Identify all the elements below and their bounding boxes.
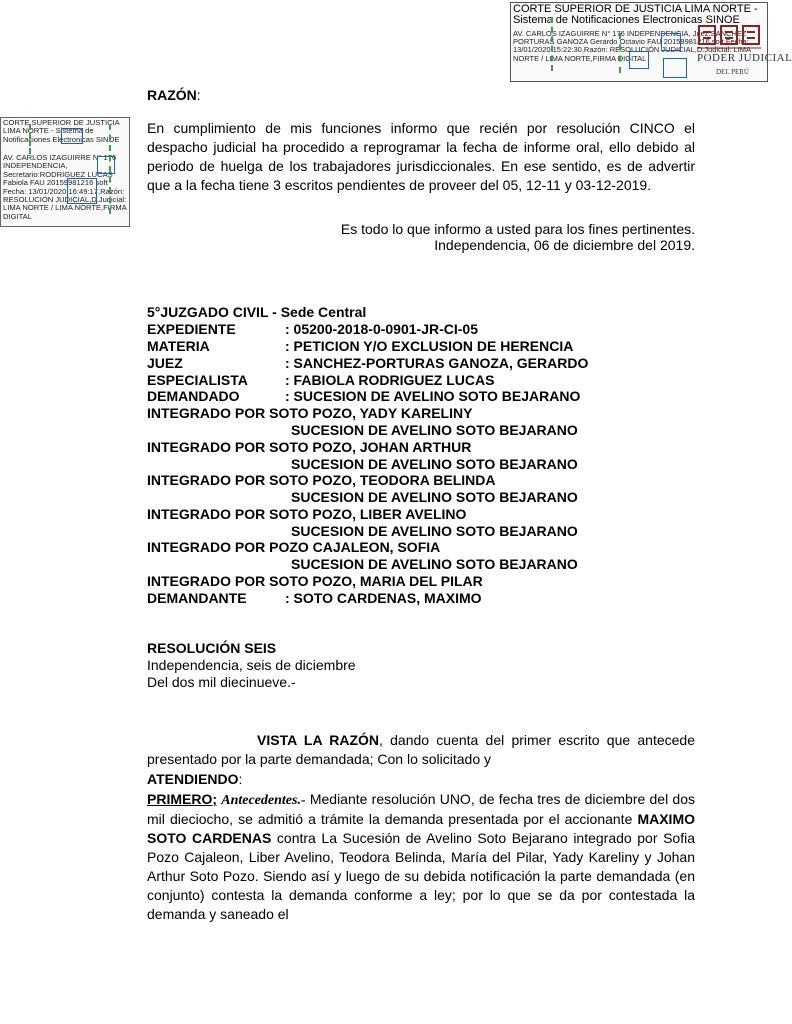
signature-mark-icon: [67, 178, 97, 204]
signature-mark-icon: [61, 128, 83, 144]
case-label: MATERIA: [147, 338, 210, 354]
case-label: JUEZ: [147, 355, 183, 371]
sucesion-line: SUCESION DE AVELINO SOTO BEJARANO: [291, 489, 578, 505]
case-label: DEMANDANTE: [147, 590, 247, 606]
signature-mark-icon: [663, 58, 687, 78]
stamp-left-details: AV. CARLOS IZAGUIRRE N° 176 INDEPENDENCIA, Secretario:RODRIGUEZ LUCAS Fabiola FAU 20159981216 soft Fecha: 13/01/2020 16:49:17,Razón: RESOLUCIÓN JUDICIAL,D.Judicial: LIMA NORTE / LIMA NORTE,FIRMA DIGITAL: [3, 153, 127, 221]
case-value: : PETICION Y/O EXCLUSION DE HERENCIA: [285, 338, 574, 354]
stamp-system-line: Sistema de Notificaciones Electronicas SINOE: [513, 14, 740, 26]
resolution-place-date: Independencia, seis de diciembre: [147, 657, 356, 673]
primero-text-b: contra La Sucesión de Avelino Soto Bejarano integrado por Sofia Pozo Cajaleon, Liber Avelino, Teodora Belinda, María del Pilar, Yady Kareliny y Johan Arthur Soto Pozo. Siendo así y luego de su debida notificación la parte demandada (en conjunto) contesta la demanda conforme a ley; por lo que se da por contestada la demanda y saneado el: [147, 830, 695, 922]
case-row-juez: [147, 355, 589, 372]
sucesion-line: SUCESION DE AVELINO SOTO BEJARANO: [291, 556, 578, 572]
case-row-especialista: [147, 372, 495, 389]
razon-heading: [147, 86, 695, 105]
integrado-line: INTEGRADO POR SOTO POZO, TEODORA BELINDA: [147, 472, 496, 488]
razon-closing-line: Es todo lo que informo a usted para los fines pertinentes.: [340, 221, 695, 237]
atendiendo-heading: [147, 770, 695, 789]
resolution-year: Del dos mil diecinueve.-: [147, 674, 296, 690]
integrado-line: INTEGRADO POR SOTO POZO, MARIA DEL PILAR: [147, 573, 483, 589]
case-value: : SUCESION DE AVELINO SOTO BEJARANO: [285, 388, 581, 404]
case-value: : SANCHEZ-PORTURAS GANOZA, GERARDO: [285, 355, 589, 371]
vista-la-razon: VISTA LA RAZÓN: [257, 732, 380, 748]
signature-stroke: [109, 124, 111, 214]
case-label: ESPECIALISTA: [147, 372, 248, 388]
integrado-line: INTEGRADO POR POZO CAJALEON, SOFIA: [147, 539, 441, 555]
sucesion-line: SUCESION DE AVELINO SOTO BEJARANO: [291, 456, 578, 472]
signature-mark-icon: [661, 33, 681, 51]
sucesion-line: SUCESION DE AVELINO SOTO BEJARANO: [291, 523, 578, 539]
stamp-left-header: CORTE SUPERIOR DE JUSTICIA LIMA NORTE - Sistema de Notificaciones Electronicas SINOE: [3, 118, 120, 144]
signature-stroke: [551, 17, 553, 71]
integrado-line: INTEGRADO POR SOTO POZO, YADY KARELINY: [147, 405, 473, 421]
signature-mark-icon: [97, 156, 115, 174]
primero-paragraph: [147, 790, 695, 924]
vista-text: , dando cuenta del primer escrito que antecede presentado por la parte demandada; Con lo solicitado y: [147, 732, 695, 767]
case-label: EXPEDIENTE: [147, 321, 236, 337]
integrado-line: INTEGRADO POR SOTO POZO, LIBER AVELINO: [147, 506, 467, 522]
atendiendo-label: ATENDIENDO: [147, 771, 239, 787]
case-value: : FABIOLA RODRIGUEZ LUCAS: [285, 372, 495, 388]
case-row-demandado: [147, 388, 581, 405]
razon-heading-text: RAZÓN: [147, 87, 197, 103]
signature-stroke: [29, 124, 31, 154]
court-name: 5°JUZGADO CIVIL - Sede Central: [147, 304, 367, 320]
plaintiff-name: MAXIMO SOTO CARDENAS: [147, 811, 695, 846]
razon-date-line: Independencia, 06 de diciembre del 2019.: [434, 237, 695, 253]
stamp-court-line: CORTE SUPERIOR DE JUSTICIA LIMA NORTE -: [513, 3, 758, 15]
case-row-materia: [147, 338, 574, 355]
signature-mark-icon: [629, 51, 649, 69]
razon-paragraph: En cumplimiento de mis funciones informo que recién por resolución CINCO el despacho judicial ha procedido a reprogramar la fecha de informe oral, ello debido al periodo de huelga de los trabajadores jurisdiccionales. En ese sentido, es de advertir que a la fecha tiene 3 escritos pendientes de proveer del 05, 12-11 y 03-12-2019.: [147, 120, 695, 193]
case-label: DEMANDADO: [147, 388, 240, 404]
case-value: : SOTO CARDENAS, MAXIMO: [285, 590, 482, 606]
sucesion-line: SUCESION DE AVELINO SOTO BEJARANO: [291, 422, 578, 438]
primero-text-a: Mediante resolución UNO, de fecha tres de diciembre del dos mil dieciocho, se admitió a trámite la demanda presentada por el accionante: [147, 791, 695, 827]
antecedentes-label: Antecedentes.-: [221, 793, 306, 808]
case-row-demandante: [147, 590, 482, 607]
atendiendo-colon: :: [238, 771, 243, 787]
case-row-expediente: [147, 321, 478, 338]
digital-signature-stamp-secretary: [0, 117, 130, 227]
signature-stroke: [619, 33, 621, 73]
integrado-line: INTEGRADO POR SOTO POZO, JOHAN ARTHUR: [147, 439, 472, 455]
logo-subtitle: DEL PERÚ: [716, 68, 749, 76]
razon-heading-colon: :: [196, 87, 201, 103]
vista-paragraph: [147, 731, 695, 769]
resolution-title: RESOLUCIÓN SEIS: [147, 640, 277, 656]
logo-title: PODER JUDICIAL: [697, 52, 792, 64]
stamp-details: AV. CARLOS IZAGUIRRE N° 176 INDEPENDENCIA, Juez:SANCHEZ PORTURAS GANOZA Gerardo Octavio FAU 20159981216 soft Fecha: 13/01/2020 15:22:30,Razón: RESOLUCIÓN JUDICIAL,D.Judicial: LIMA NORTE / LIMA NORTE,FIRMA DIGITAL: [513, 29, 751, 63]
case-value: : 05200-2018-0-0901-JR-CI-05: [285, 321, 478, 337]
primero-label: PRIMERO;: [147, 791, 217, 807]
